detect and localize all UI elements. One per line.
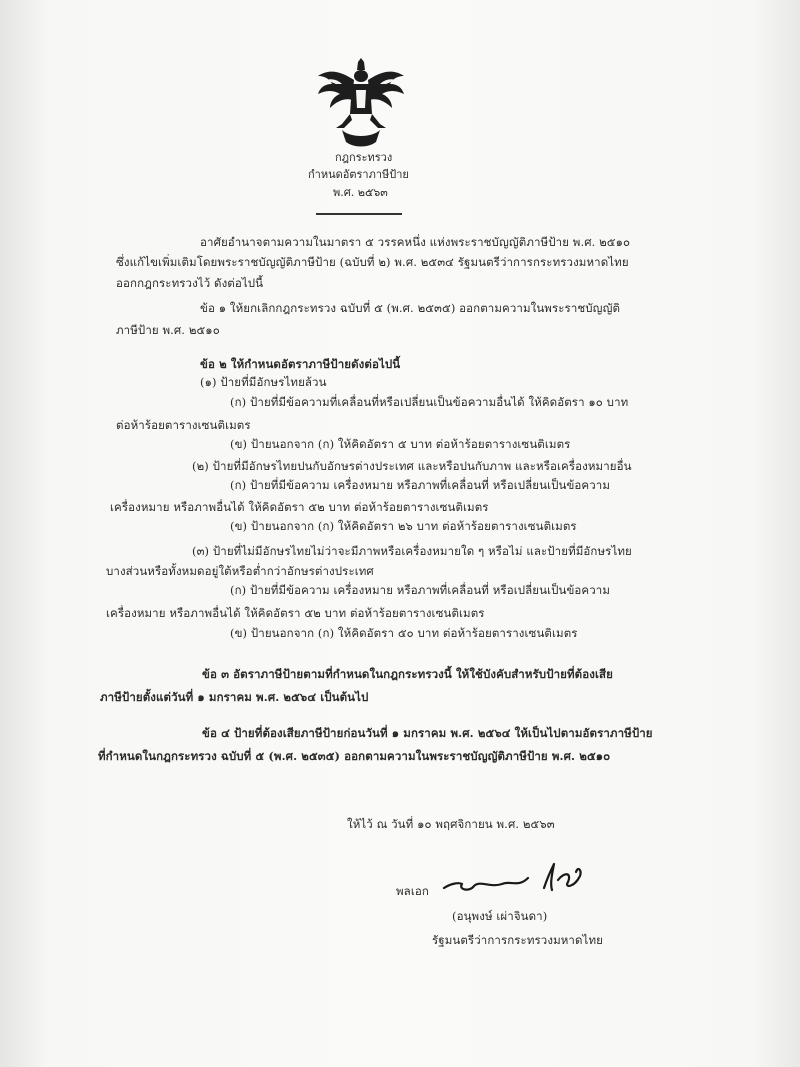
header-title-line1: กฎกระทรวง: [335, 151, 393, 164]
clause4-line1: ข้อ ๔ ป้ายที่ต้องเสียภาษีป้ายก่อนวันที่ ๑ มกราคม พ.ศ. ๒๕๖๔ ให้เป็นไปตามอัตราภาษีป้าย: [202, 726, 653, 740]
clause1-line2: ภาษีป้าย พ.ศ. ๒๕๑๐: [116, 323, 220, 337]
clause2-item3-line2: บางส่วนหรือทั้งหมดอยู่ใต้หรือต่ำกว่าอักษรต่างประเทศ: [106, 564, 374, 578]
clause1-line1: ข้อ ๑ ให้ยกเลิกกฎกระทรวง ฉบับที่ ๕ (พ.ศ. ๒๕๓๕) ออกตามความในพระราชบัญญัติ: [200, 301, 621, 315]
header-title-line3: พ.ศ. ๒๕๖๓: [333, 186, 388, 199]
garuda-emblem-icon: [312, 58, 410, 148]
clause2-item1: (๑) ป้ายที่มีอักษรไทยล้วน: [200, 375, 327, 389]
clause2-item2b: (ข) ป้ายนอกจาก (ก) ให้คิดอัตรา ๒๖ บาท ต่อห้าร้อยตารางเซนติเมตร: [230, 519, 577, 533]
given-date: ให้ไว้ ณ วันที่ ๑๐ พฤศจิกายน พ.ศ. ๒๕๖๓: [347, 817, 555, 831]
header-title-line2: กำหนดอัตราภาษีป้าย: [308, 168, 409, 181]
clause3-line1: ข้อ ๓ อัตราภาษีป้ายตามที่กำหนดในกฎกระทรวงนี้ ให้ใช้บังคับสำหรับป้ายที่ต้องเสีย: [202, 667, 613, 681]
preamble-line2: ซึ่งแก้ไขเพิ่มเติมโดยพระราชบัญญัติภาษีป้าย (ฉบับที่ ๒) พ.ศ. ๒๕๓๔ รัฐมนตรีว่าการกระทรวงมหาดไทย: [116, 255, 629, 269]
signer-rank: พลเอก: [396, 884, 429, 898]
clause2-item3b: (ข) ป้ายนอกจาก (ก) ให้คิดอัตรา ๕๐ บาท ต่อห้าร้อยตารางเซนติเมตร: [230, 626, 578, 640]
clause3-line2: ภาษีป้ายตั้งแต่วันที่ ๑ มกราคม พ.ศ. ๒๕๖๔ เป็นต้นไป: [100, 690, 369, 704]
handwritten-signature: [440, 858, 590, 898]
clause2-item3a-line2: เครื่องหมาย หรือภาพอื่นได้ ให้คิดอัตรา ๕๒ บาท ต่อห้าร้อยตารางเซนติเมตร: [106, 606, 485, 620]
signer-name: (อนุพงษ์ เผ่าจินดา): [452, 909, 548, 923]
clause2-item3-line1: (๓) ป้ายที่ไม่มีอักษรไทยไม่ว่าจะมีภาพหรือเครื่องหมายใด ๆ หรือไม่ และป้ายที่มีอักษรไทย: [192, 544, 632, 558]
preamble-line3: ออกกฎกระทรวงไว้ ดังต่อไปนี้: [116, 276, 264, 290]
clause4-line2: ที่กำหนดในกฎกระทรวง ฉบับที่ ๕ (พ.ศ. ๒๕๓๕) ออกตามความในพระราชบัญญัติภาษีป้าย พ.ศ. ๒๕๑๐: [98, 749, 611, 763]
signer-title: รัฐมนตรีว่าการกระทรวงมหาดไทย: [432, 933, 603, 947]
clause2-item2a-line2: เครื่องหมาย หรือภาพอื่นได้ ให้คิดอัตรา ๕๒ บาท ต่อห้าร้อยตารางเซนติเมตร: [110, 500, 489, 514]
clause2-item1b: (ข) ป้ายนอกจาก (ก) ให้คิดอัตรา ๕ บาท ต่อห้าร้อยตารางเซนติเมตร: [230, 437, 571, 451]
clause2-intro: ข้อ ๒ ให้กำหนดอัตราภาษีป้ายดังต่อไปนี้: [200, 357, 401, 371]
clause2-item1a-line2: ต่อห้าร้อยตารางเซนติเมตร: [116, 418, 251, 432]
header-divider: [316, 213, 402, 215]
clause2-item1a-line1: (ก) ป้ายที่มีข้อความที่เคลื่อนที่หรือเปลี่ยนเป็นข้อความอื่นได้ ให้คิดอัตรา ๑๐ บาท: [230, 395, 629, 409]
clause2-item2a-line1: (ก) ป้ายที่มีข้อความ เครื่องหมาย หรือภาพที่เคลื่อนที่ หรือเปลี่ยนเป็นข้อความ: [230, 478, 611, 492]
clause2-item2: (๒) ป้ายที่มีอักษรไทยปนกับอักษรต่างประเทศ และหรือปนกับภาพ และหรือเครื่องหมายอื่น: [192, 459, 632, 473]
clause2-item3a-line1: (ก) ป้ายที่มีข้อความ เครื่องหมาย หรือภาพที่เคลื่อนที่ หรือเปลี่ยนเป็นข้อความ: [230, 583, 611, 597]
preamble-line1: อาศัยอำนาจตามความในมาตรา ๕ วรรคหนึ่ง แห่งพระราชบัญญัติภาษีป้าย พ.ศ. ๒๕๑๐: [200, 235, 631, 249]
